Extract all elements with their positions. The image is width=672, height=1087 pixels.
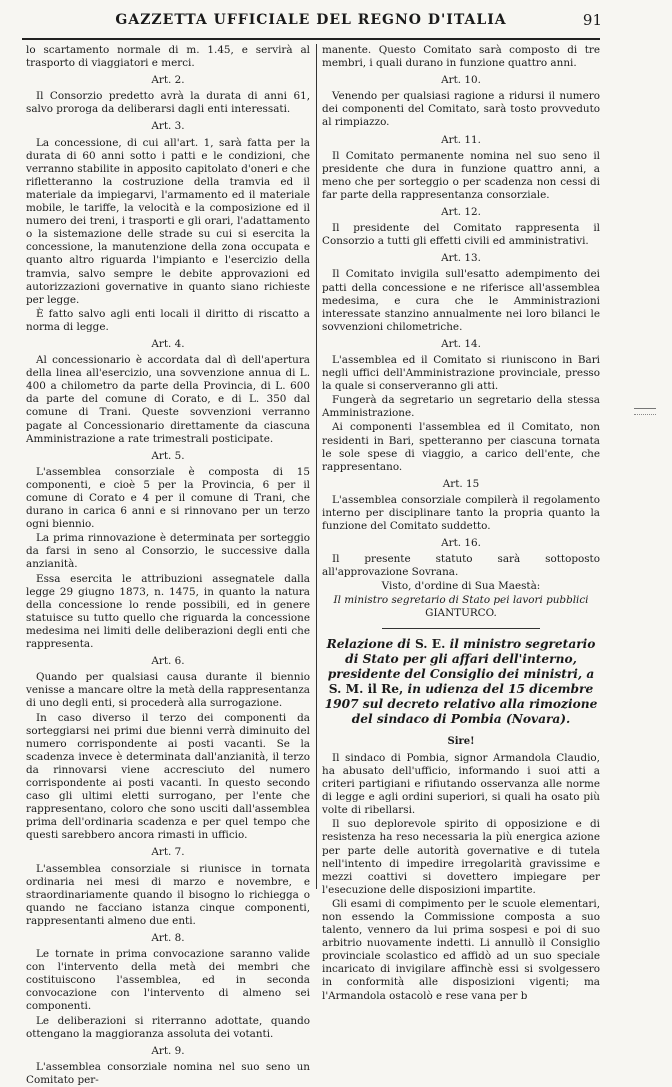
paragraph: La prima rinnovazione è determinata per sorteggio da farsi in seno al Consorzio, le successive dalla anzianità. xyxy=(26,532,310,571)
article-heading: Art. 12. xyxy=(441,206,481,219)
article-heading: Art. 3. xyxy=(151,120,185,133)
paragraph: Ai componenti l'assemblea ed il Comitato, non residenti in Bari, spetteranno per ciascuna tornata le sole spese di viaggio, a carico dell'ente, che rappresentano. xyxy=(322,421,600,473)
article-heading: Art. 11. xyxy=(441,133,481,146)
article-heading: Art. 9. xyxy=(151,1044,185,1057)
paragraph: L'assemblea consorziale è composta di 15 componenti, e cioè 5 per la Provincia, 6 per il comune di Corato e 4 per il comune di Trani, che durano in carica 6 anni e si rinnovano per un terzo ogni biennio. xyxy=(26,465,310,531)
section-rule xyxy=(382,628,540,629)
article-heading: Art. 10. xyxy=(441,74,481,87)
signature-line: Visto, d'ordine di Sua Maestà: xyxy=(381,580,541,593)
paragraph: La concessione, di cui all'art. 1, sarà fatta per la durata di 60 anni sotto i patti e le condizioni, che verranno stabilite in apposito capitolato d'oneri e che rifletteranno la costruzione della tramvia ed il materiale da impiegarvi, l'armamento ed il materiale mobile, le tariffe, la velocità e la composizione ed il numero dei treni, i trasporti e gli orari, l'adattamento o la sistemazione delle strade su cui si esercita la concessione, la manutenzione della zona occupata e quanto altro riguarda l'impianto e l'esercizio della tramvia, salvo sempre le debite approvazioni ed autorizzazioni governative in quanto siano richieste per legge. xyxy=(26,136,310,306)
left-column xyxy=(26,44,310,1086)
paragraph: lo scartamento normale di m. 1.45, e servirà al trasporto di viaggiatori e merci. xyxy=(26,44,310,70)
paragraph: Fungerà da segretario un segretario della stessa Amministrazione. xyxy=(322,394,600,420)
article-heading: Art. 13. xyxy=(441,252,481,265)
signature-role: Il ministro segretario di Stato pei lavori pubblici xyxy=(333,593,589,606)
paragraph: Il presidente del Comitato rappresenta il Consorzio a tutti gli effetti civili ed amministrativi. xyxy=(322,222,600,248)
paragraph: L'assemblea consorziale nomina nel suo seno un Comitato per- xyxy=(26,1060,310,1086)
article-heading: Art. 7. xyxy=(151,846,185,859)
article-heading: Art. 6. xyxy=(151,655,185,668)
paragraph: L'assemblea consorziale compilerà il regolamento interno per disciplinare tanto la propria quanto la funzione del Comitato suddetto. xyxy=(322,493,600,533)
paragraph: Quando per qualsiasi causa durante il biennio venisse a mancare oltre la metà della rappresentanza di uno degli enti, si procederà alla surrogazione. xyxy=(26,671,310,710)
paragraph: Gli esami di compimento per le scuole elementari, non essendo la Commissione composta a suo talento, vennero da lui prima sospesi e poi di suo arbitrio nuovamente indetti. Li annullò il Consiglio provinciale scolastico ed affidò ad un suo speciale incaricato di invigilare affinchè essi si svolgessero in conformità alle disposizioni vigenti; ma l'Armandola ostacolò e rese vana per b xyxy=(322,897,600,1002)
paragraph: Il presente statuto sarà sottoposto all'approvazione Sovrana. xyxy=(322,553,600,579)
paragraph: È fatto salvo agli enti locali il diritto di riscatto a norma di legge. xyxy=(26,307,310,333)
paragraph: Il Comitato permanente nomina nel suo seno il presidente che dura in funzione quattro anni, a meno che per sorteggio o per scadenza non cessi di far parte della rappresentanza consorziale. xyxy=(322,149,600,201)
paragraph: Le tornate in prima convocazione saranno valide con l'intervento della metà dei membri che costituiscono l'assemblea, ed in seconda convocazione con l'intervento di almeno sei componenti. xyxy=(26,948,310,1013)
right-column xyxy=(322,44,600,1002)
paragraph: In caso diverso il terzo dei componenti da sorteggiarsi nei primi due bienni verrà diminuito del numero corrispondente ai posti vacanti. Se la scadenza invece è determinata dall'anzianità, il terzo da rinnovarsi viene accresciuto del numero corrispondente ai posti vacanti. In questo secondo caso gli ultimi eletti surrogano, per l'ente che rappresentano, coloro che sono usciti dall'assemblea prima dell'ordinaria scadenza e per quel tempo che questi sarebbero ancora rimasti in ufficio. xyxy=(26,711,310,842)
page-number: 91 xyxy=(582,11,602,29)
paragraph: Il Comitato invigila sull'esatto adempimento dei patti della concessione e ne riferisce all'assemblea medesima, e cura che le Amministrazioni interessate stanzino annualmente nei loro bilanci le sovvenzioni chilometriche. xyxy=(322,268,600,333)
paragraph: manente. Questo Comitato sarà composto di tre membri, i quali durano in funzione quattro anni. xyxy=(322,44,600,70)
article-heading: Art. 14. xyxy=(441,337,481,350)
signature-name: GIANTURCO. xyxy=(425,606,497,619)
article-heading: Art. 4. xyxy=(151,337,185,350)
article-heading: Art. 15 xyxy=(442,477,480,490)
salutation: Sire! xyxy=(447,735,475,747)
report-title-part: in udienza del 15 dicembre 1907 sul decreto relativo alla rimozione del sindaco di Pombia (Novara). xyxy=(324,681,598,726)
article-heading: Art. 16. xyxy=(441,537,481,550)
article-heading: Art. 2. xyxy=(151,74,185,87)
paragraph: Al concessionario è accordata dal dì dell'apertura della linea all'esercizio, una sovvenzione annua di L. 400 a chilometro da parte della Provincia, di L. 600 da parte del comune di Corato, e di L. 350 dal comune di Trani. Queste sovvenzioni verranno pagate al Concessionario direttamente da ciascuna Amministrazione a rate trimestrali posticipate. xyxy=(26,354,310,445)
newspaper-title: GAZZETTA UFFICIALE DEL REGNO D'ITALIA xyxy=(115,12,507,28)
report-title-part: S. E. xyxy=(414,636,446,651)
page-header xyxy=(22,8,600,40)
report-title-part: il ministro segretario di Stato per gli affari dell'interno, presidente del Consiglio dei ministri, a xyxy=(327,636,596,681)
article-heading: Art. 5. xyxy=(151,449,185,462)
article-heading: Art. 8. xyxy=(151,932,185,944)
paragraph: Le deliberazioni si riterranno adottate, quando ottengano la maggioranza assoluta dei votanti. xyxy=(26,1014,310,1040)
paragraph: L'assemblea consorziale si riunisce in tornata ordinaria nei mesi di marzo e novembre, e straordinariamente quando il bisogno lo richiegga o quando ne facciano istanza cinque componenti, rappresentanti almeno due enti. xyxy=(26,862,310,927)
paragraph: Essa esercita le attribuzioni assegnatele dalla legge 29 giugno 1873, n. 1475, in quanto la natura della concessione lo rende possibili, ed in genere statuisce su tutto quello che riguarda la concessione medesima nei limiti delle deliberazioni degli enti che rappresenta. xyxy=(26,572,310,651)
paragraph: Il sindaco di Pombia, signor Armandola Claudio, ha abusato dell'ufficio, informando i suoi atti a criteri partigiani e rifiutando osservanza alle norme di legge e agli ordini superiori, si quali ha osato più volte di ribellarsi. xyxy=(322,751,600,817)
paragraph: L'assemblea ed il Comitato si riuniscono in Bari negli uffici dell'Amministrazione provinciale, presso la quale si conserveranno gli atti. xyxy=(322,353,600,393)
paragraph: Il suo deplorevole spirito di opposizione e di resistenza ha reso necessaria la più energica azione per parte delle autorità governative e di tutela nell'intento di impedire irregolarità gravissime e mezzi coattivi si dovettero impiegare per l'esecuzione delle disposizioni impartite. xyxy=(322,818,600,896)
report-title-part: S. M. il Re, xyxy=(328,681,404,696)
report-title xyxy=(322,637,600,727)
report-title-part: Relazione di xyxy=(326,636,415,651)
margin-mark xyxy=(634,408,656,415)
paragraph: Il Consorzio predetto avrà la durata di anni 61, salvo proroga da deliberarsi dagli enti interessati. xyxy=(26,90,310,116)
paragraph: Venendo per qualsiasi ragione a ridursi il numero dei componenti del Comitato, sarà tosto provveduto al rimpiazzo. xyxy=(322,90,600,129)
column-divider xyxy=(316,44,317,889)
